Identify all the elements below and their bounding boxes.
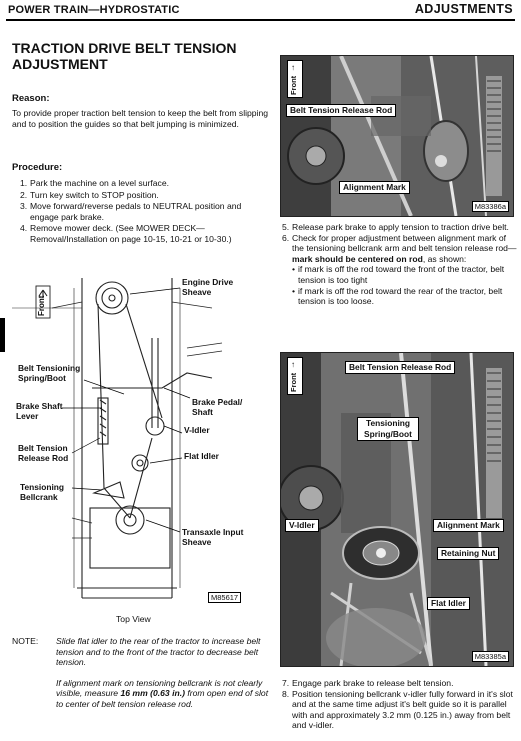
diagram-caption: Top View: [116, 614, 151, 624]
photo1-callout-release-rod: Belt Tension Release Rod: [286, 104, 396, 117]
photo2-callout-tensioning-spring: Tensioning Spring/Boot: [357, 417, 419, 441]
steps-7-8: [282, 678, 518, 731]
reason-heading: Reason:: [12, 93, 50, 104]
list-item: • if mark is off the rod toward the front of the tractor, belt tension is too tight: [292, 264, 518, 285]
page-title: TRACTION DRIVE BELT TENSION ADJUSTMENT: [12, 40, 237, 72]
photo2-callout-v-idler: V-Idler: [285, 519, 319, 532]
front-label: Front: [37, 295, 46, 316]
note-tag: NOTE:: [12, 636, 39, 646]
list-item: 4. Remove mower deck. (See MOWER DECK—Removal/Installation on page 10-15, 10-21 or 10-30.): [20, 223, 232, 244]
photo1-callout-alignment-mark: Alignment Mark: [339, 181, 410, 194]
photo2-callout-release-rod: Belt Tension Release Rod: [345, 361, 455, 374]
photo-idler-assembly: [280, 352, 514, 667]
photo1-code: M83386a: [472, 201, 509, 212]
photo2-callout-alignment-mark: Alignment Mark: [433, 519, 504, 532]
label-belt-tensioning-spring: Belt Tensioning Spring/Boot: [18, 363, 81, 383]
list-item: 6. Check for proper adjustment between alignment mark of the tensioning bellcrank arm and belt tension release rod—mark should be centered on rod, as shown: • if mark is off the rod toward the front of the tractor, belt tension is too tight • if mark is off the rod toward the rear of the tractor, belt tension is too loose.: [282, 233, 518, 307]
list-item: 5. Release park brake to apply tension to traction drive belt.: [282, 222, 509, 232]
header-section: POWER TRAIN—HYDROSTATIC: [8, 4, 180, 16]
header-topic: ADJUSTMENTS: [414, 2, 513, 16]
label-flat-idler: Flat Idler: [184, 451, 219, 461]
photo2-code: M83385a: [472, 651, 509, 662]
label-engine-drive-sheave: Engine Drive Sheave: [182, 277, 234, 297]
list-item: 8. Position tensioning bellcrank v-idler fully forward in it's slot and at the same time adjust it's belt guide so it is parallel with and approximately 3.2 mm (0.125 in.) away from belt and v-idler.: [282, 688, 513, 731]
photo1-front-box: [287, 60, 303, 98]
photo2-callout-flat-idler: Flat Idler: [427, 597, 470, 610]
label-brake-pedal-shaft: Brake Pedal/ Shaft: [192, 397, 243, 417]
arrow-up-icon: ↑: [291, 63, 295, 72]
note-paragraph-1: Slide flat idler to the rear of the tractor to increase belt tension and to the front of the tractor to decrease belt tension.: [56, 636, 261, 668]
adjustment-bullets: [292, 264, 518, 306]
label-belt-tension-release-rod: Belt Tension Release Rod: [18, 443, 69, 463]
page-tab-marker: [0, 318, 5, 352]
note: [12, 636, 270, 720]
photo2-front-box: [287, 357, 303, 395]
label-transaxle-input-sheave: Transaxle Input Sheave: [182, 527, 244, 547]
diagram-code: M85617: [208, 592, 241, 603]
top-view-diagram: [12, 268, 272, 613]
steps-5-6: [282, 222, 518, 307]
header-rule: [6, 19, 515, 21]
photo1-front-label: Front: [289, 75, 298, 95]
list-item: 2. Turn key switch to STOP position.: [20, 189, 159, 200]
diagram-drawing: [12, 268, 272, 613]
label-tensioning-bellcrank: Tensioning Bellcrank: [20, 482, 65, 502]
label-brake-shaft-lever: Brake Shaft Lever: [16, 401, 63, 421]
list-item: 1. Park the machine on a level surface.: [20, 178, 170, 188]
photo2-image: [281, 353, 513, 666]
arrow-up-icon: ↑: [291, 360, 295, 369]
photo2-front-label: Front: [289, 372, 298, 392]
list-item: 7. Engage park brake to release belt tension.: [282, 678, 454, 688]
photo2-callout-retaining-nut: Retaining Nut: [437, 547, 499, 560]
photo-release-rod-alignment: [280, 55, 514, 217]
note-paragraph-2: If alignment mark on tensioning bellcrank is not clearly visible, measure 16 mm (0.63 in.) from open end of slot to center of belt tension release rod.: [56, 677, 269, 709]
list-item: • if mark is off the rod toward the rear of the tractor, belt tension is too loose.: [292, 286, 518, 307]
reason-text: To provide proper traction belt tension to keep the belt from slipping and to position the guides so that belt jumping is minimized.: [12, 108, 269, 129]
procedure-steps: [20, 178, 272, 246]
list-item: 3. Move forward/reverse pedals to NEUTRAL position and engage park brake.: [20, 201, 242, 222]
label-v-idler: V-Idler: [184, 425, 210, 435]
procedure-heading: Procedure:: [12, 162, 63, 173]
